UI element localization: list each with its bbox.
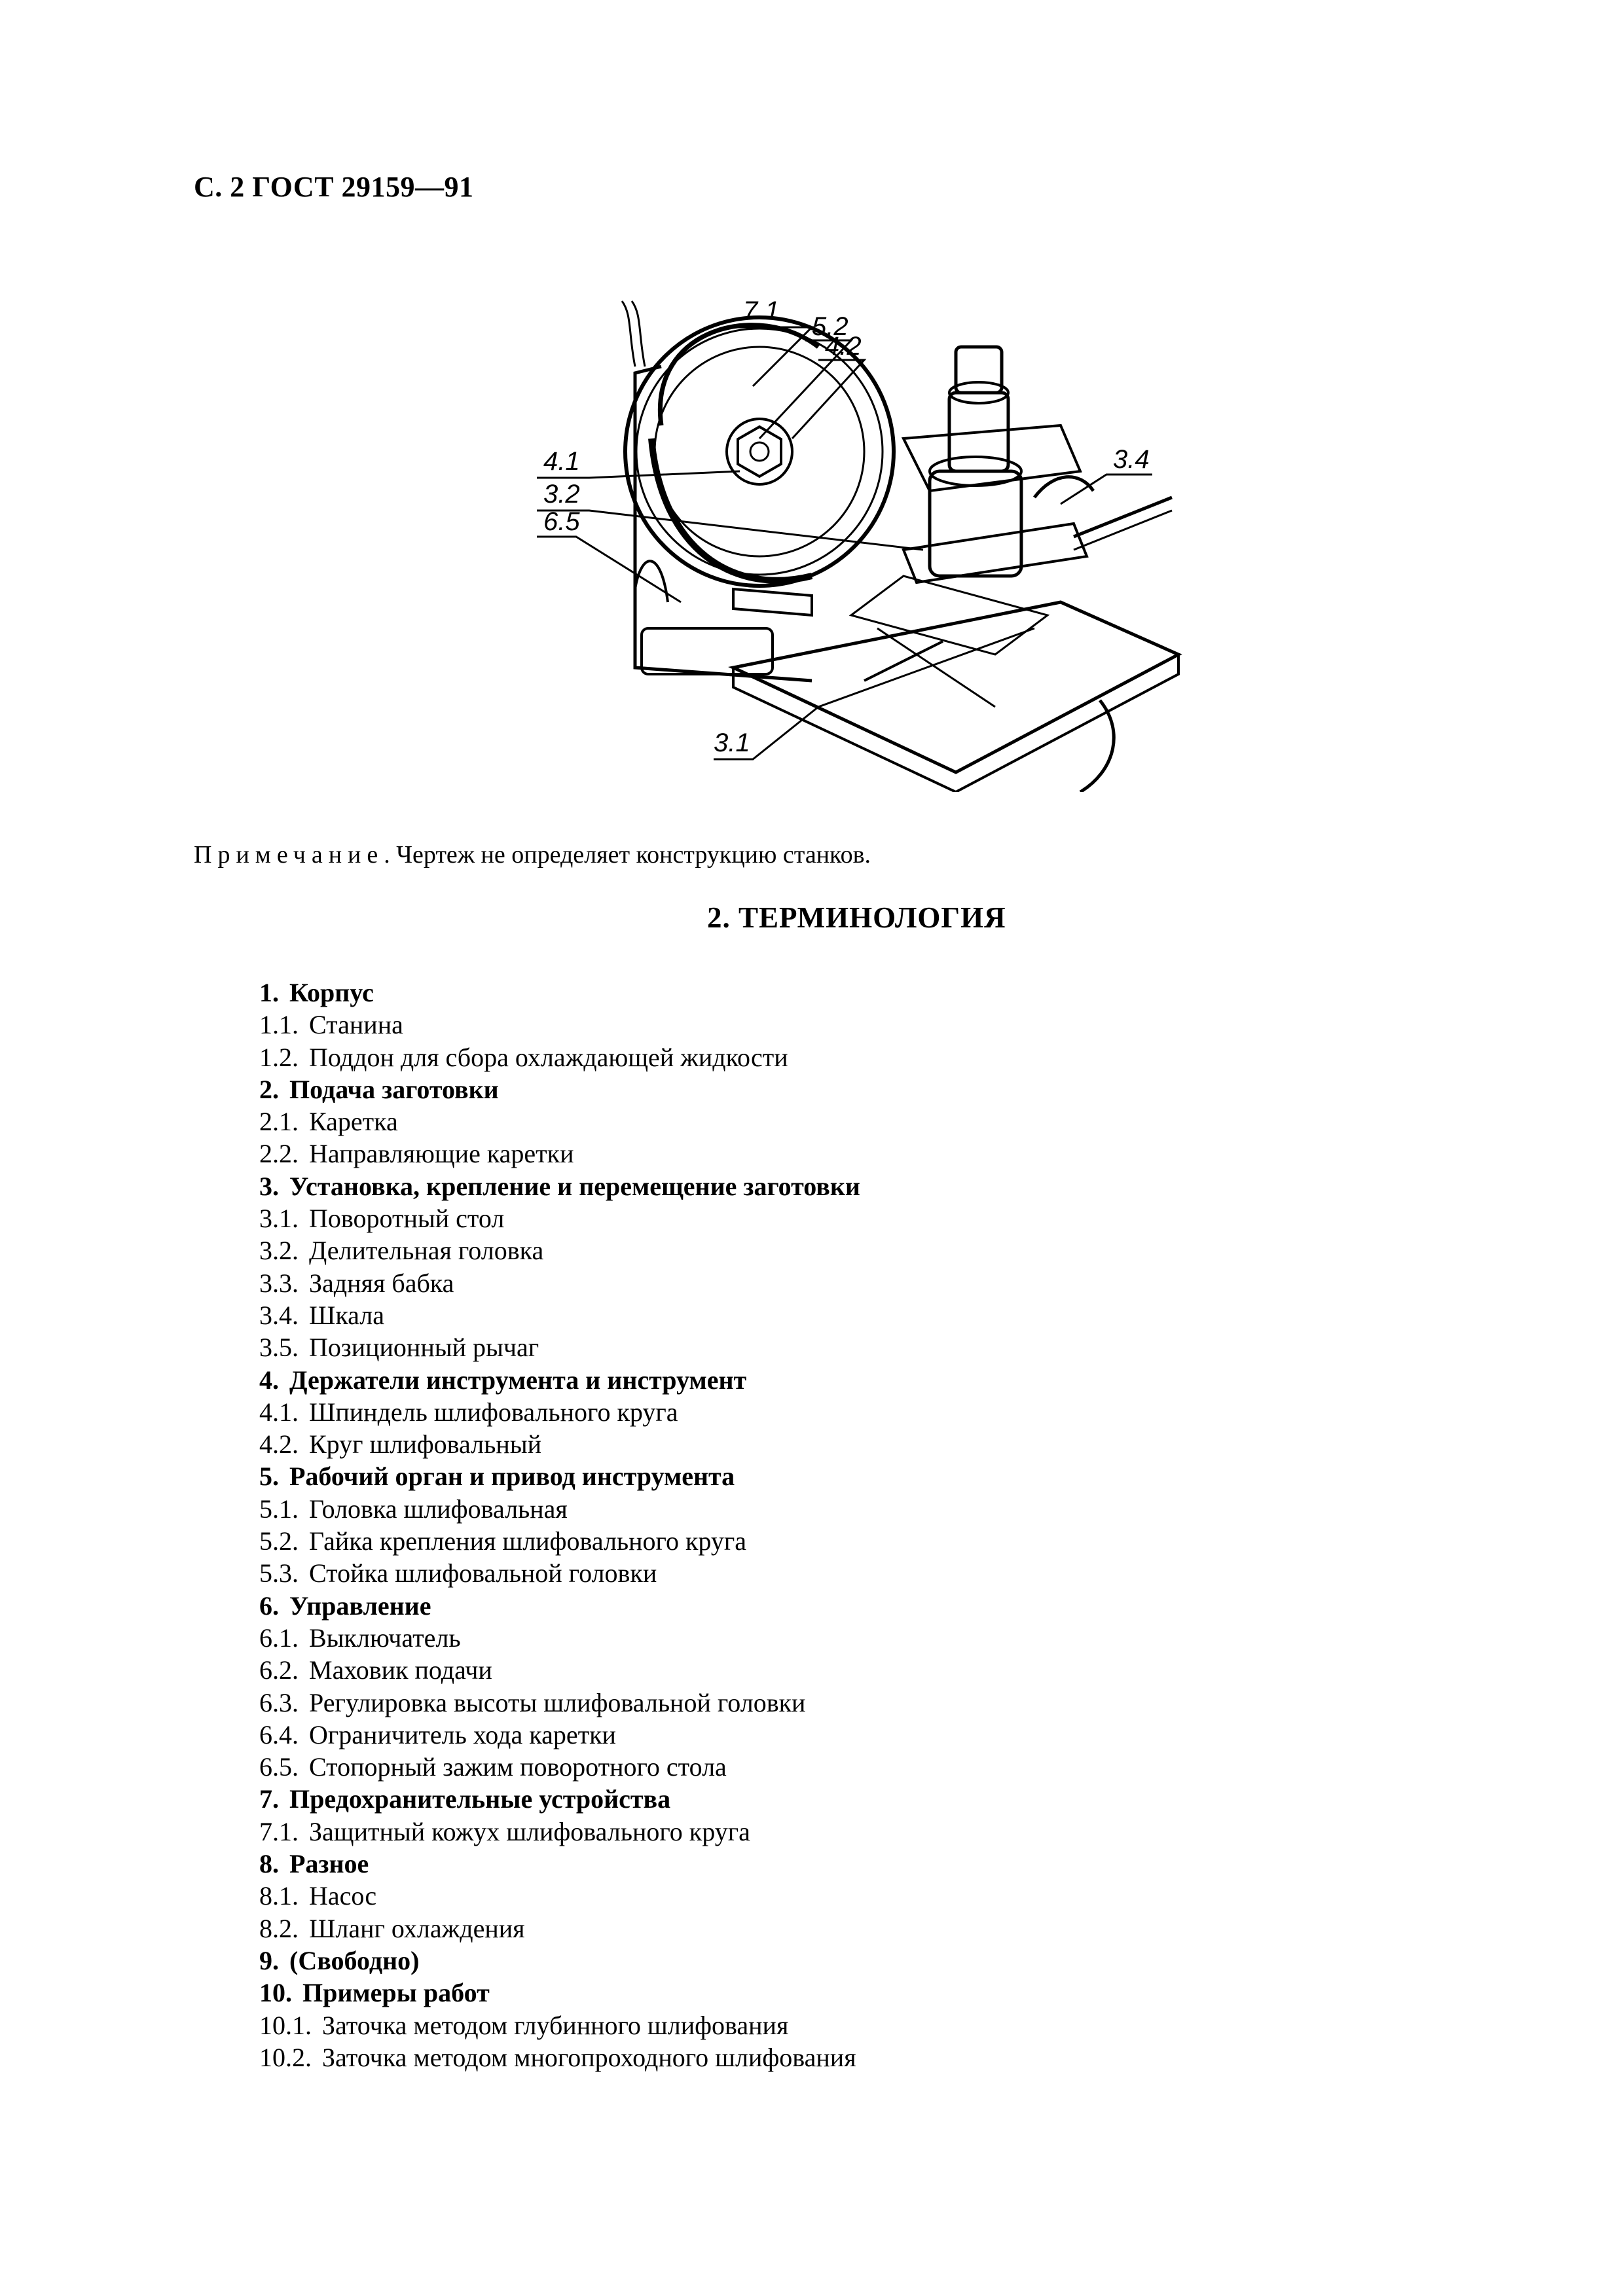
term-group-heading bbox=[259, 977, 860, 1009]
term-number: 5.3. bbox=[259, 1558, 299, 1588]
term-text: Каретка bbox=[309, 1107, 398, 1137]
term-text: (Свободно) bbox=[289, 1945, 420, 1975]
term-text: Регулировка высоты шлифовальной головки bbox=[309, 1687, 806, 1717]
term-group-heading bbox=[259, 1590, 860, 1622]
term-group-heading bbox=[259, 1170, 860, 1202]
term-number: 3.3. bbox=[259, 1268, 299, 1298]
callout-3-4: 3.4 bbox=[1113, 445, 1150, 474]
term-text: Заточка методом глубинного шлифования bbox=[322, 2010, 789, 2040]
term-number: 3.4. bbox=[259, 1300, 299, 1330]
term-item bbox=[259, 2041, 860, 2073]
term-number: 6.4. bbox=[259, 1719, 299, 1749]
term-number: 8. bbox=[259, 1849, 279, 1879]
term-text: Насос bbox=[309, 1881, 377, 1911]
term-number: 2.1. bbox=[259, 1107, 299, 1137]
term-number: 1.2. bbox=[259, 1042, 299, 1072]
term-number: 4.2. bbox=[259, 1429, 299, 1460]
figure-note bbox=[194, 840, 871, 869]
section-title: 2. ТЕРМИНОЛОГИЯ bbox=[707, 901, 1006, 934]
term-item bbox=[259, 1880, 860, 1912]
term-group-heading bbox=[259, 1460, 860, 1492]
term-number: 9. bbox=[259, 1945, 279, 1975]
term-text: Подача заготовки bbox=[289, 1074, 499, 1104]
callout-7-1: 7.1 bbox=[743, 296, 780, 325]
term-item bbox=[259, 1299, 860, 1331]
term-text: Примеры работ bbox=[302, 1978, 490, 2008]
term-number: 1.1. bbox=[259, 1010, 299, 1040]
term-item bbox=[259, 1912, 860, 1945]
term-number: 7.1. bbox=[259, 1816, 299, 1846]
note-text: . Чертеж не определяет конструкцию станков. bbox=[384, 841, 871, 869]
term-item bbox=[259, 1202, 860, 1234]
term-text: Задняя бабка bbox=[309, 1268, 454, 1298]
term-item bbox=[259, 1687, 860, 1719]
term-item bbox=[259, 2009, 860, 2041]
term-group-heading bbox=[259, 1945, 860, 1977]
term-text: Управление bbox=[289, 1590, 431, 1621]
term-item bbox=[259, 1041, 860, 1073]
term-text: Установка, крепление и перемещение заготовки bbox=[289, 1171, 860, 1201]
term-text: Гайка крепления шлифовального круга bbox=[309, 1526, 747, 1556]
term-text: Шкала bbox=[309, 1300, 384, 1330]
term-group-heading bbox=[259, 1848, 860, 1880]
term-text: Стойка шлифовальной головки bbox=[309, 1558, 657, 1588]
term-number: 5. bbox=[259, 1462, 279, 1492]
callout-5-2: 5.2 bbox=[812, 312, 848, 341]
term-item bbox=[259, 1331, 860, 1363]
term-text: Поддон для сбора охлаждающей жидкости bbox=[309, 1042, 788, 1072]
term-item bbox=[259, 1525, 860, 1557]
term-text: Головка шлифовальная bbox=[309, 1494, 568, 1524]
term-item bbox=[259, 1557, 860, 1589]
term-text: Станина bbox=[309, 1010, 403, 1040]
term-item bbox=[259, 1267, 860, 1299]
term-number: 5.2. bbox=[259, 1526, 299, 1556]
term-text: Шланг охлаждения bbox=[309, 1913, 525, 1943]
callout-4-1: 4.1 bbox=[543, 447, 580, 476]
term-number: 6.3. bbox=[259, 1687, 299, 1717]
term-item bbox=[259, 1654, 860, 1686]
term-item bbox=[259, 1138, 860, 1170]
term-number: 8.1. bbox=[259, 1881, 299, 1911]
callout-3-1: 3.1 bbox=[714, 728, 750, 757]
term-group-heading bbox=[259, 1977, 860, 2009]
term-number: 3.2. bbox=[259, 1236, 299, 1266]
term-text: Корпус bbox=[289, 978, 374, 1007]
term-text: Выключатель bbox=[309, 1623, 461, 1653]
term-number: 6.1. bbox=[259, 1623, 299, 1653]
term-text: Защитный кожух шлифовального круга bbox=[309, 1816, 750, 1846]
term-number: 6.2. bbox=[259, 1655, 299, 1685]
term-item bbox=[259, 1816, 860, 1848]
term-number: 10.2. bbox=[259, 2042, 312, 2072]
term-text: Заточка методом многопроходного шлифования bbox=[322, 2042, 856, 2072]
term-text: Круг шлифовальный bbox=[309, 1429, 541, 1460]
term-text: Поворотный стол bbox=[309, 1204, 505, 1234]
term-group-heading bbox=[259, 1073, 860, 1105]
term-number: 8.2. bbox=[259, 1913, 299, 1943]
term-number: 3.1. bbox=[259, 1204, 299, 1234]
callout-4-2: 4.2 bbox=[825, 332, 862, 361]
machine-drawing bbox=[537, 275, 1192, 792]
term-item bbox=[259, 1428, 860, 1460]
term-number: 10.1. bbox=[259, 2010, 312, 2040]
term-text: Предохранительные устройства bbox=[289, 1784, 671, 1814]
note-label: Примечание bbox=[194, 841, 384, 869]
term-text: Ограничитель хода каретки bbox=[309, 1719, 616, 1749]
term-number: 10. bbox=[259, 1978, 292, 2008]
term-text: Держатели инструмента и инструмент bbox=[289, 1365, 747, 1395]
term-number: 5.1. bbox=[259, 1494, 299, 1524]
terms-list bbox=[259, 977, 860, 2073]
term-item bbox=[259, 1719, 860, 1751]
term-text: Делительная головка bbox=[309, 1236, 544, 1266]
term-number: 6. bbox=[259, 1590, 279, 1621]
callout-3-2: 3.2 bbox=[543, 480, 580, 509]
page-header: С. 2 ГОСТ 29159—91 bbox=[194, 171, 474, 203]
term-number: 4. bbox=[259, 1365, 279, 1395]
term-number: 3. bbox=[259, 1171, 279, 1201]
term-number: 3.5. bbox=[259, 1333, 299, 1363]
term-number: 2. bbox=[259, 1074, 279, 1104]
term-item bbox=[259, 1493, 860, 1525]
term-item bbox=[259, 1622, 860, 1654]
term-text: Разное bbox=[289, 1849, 369, 1879]
term-number: 4.1. bbox=[259, 1397, 299, 1427]
term-item bbox=[259, 1009, 860, 1041]
term-number: 6.5. bbox=[259, 1752, 299, 1782]
term-number: 1. bbox=[259, 978, 279, 1007]
term-item bbox=[259, 1234, 860, 1266]
term-item bbox=[259, 1396, 860, 1428]
callout-6-5: 6.5 bbox=[543, 507, 580, 536]
term-item bbox=[259, 1751, 860, 1783]
term-text: Маховик подачи bbox=[309, 1655, 492, 1685]
term-number: 7. bbox=[259, 1784, 279, 1814]
term-text: Позиционный рычаг bbox=[309, 1333, 539, 1363]
term-group-heading bbox=[259, 1364, 860, 1396]
term-group-heading bbox=[259, 1783, 860, 1815]
term-item bbox=[259, 1105, 860, 1138]
term-text: Направляющие каретки bbox=[309, 1139, 574, 1169]
term-number: 2.2. bbox=[259, 1139, 299, 1169]
term-text: Стопорный зажим поворотного стола bbox=[309, 1752, 727, 1782]
term-text: Шпиндель шлифовального круга bbox=[309, 1397, 678, 1427]
term-text: Рабочий орган и привод инструмента bbox=[289, 1462, 735, 1492]
grinding-machine-illustration bbox=[537, 275, 1192, 792]
